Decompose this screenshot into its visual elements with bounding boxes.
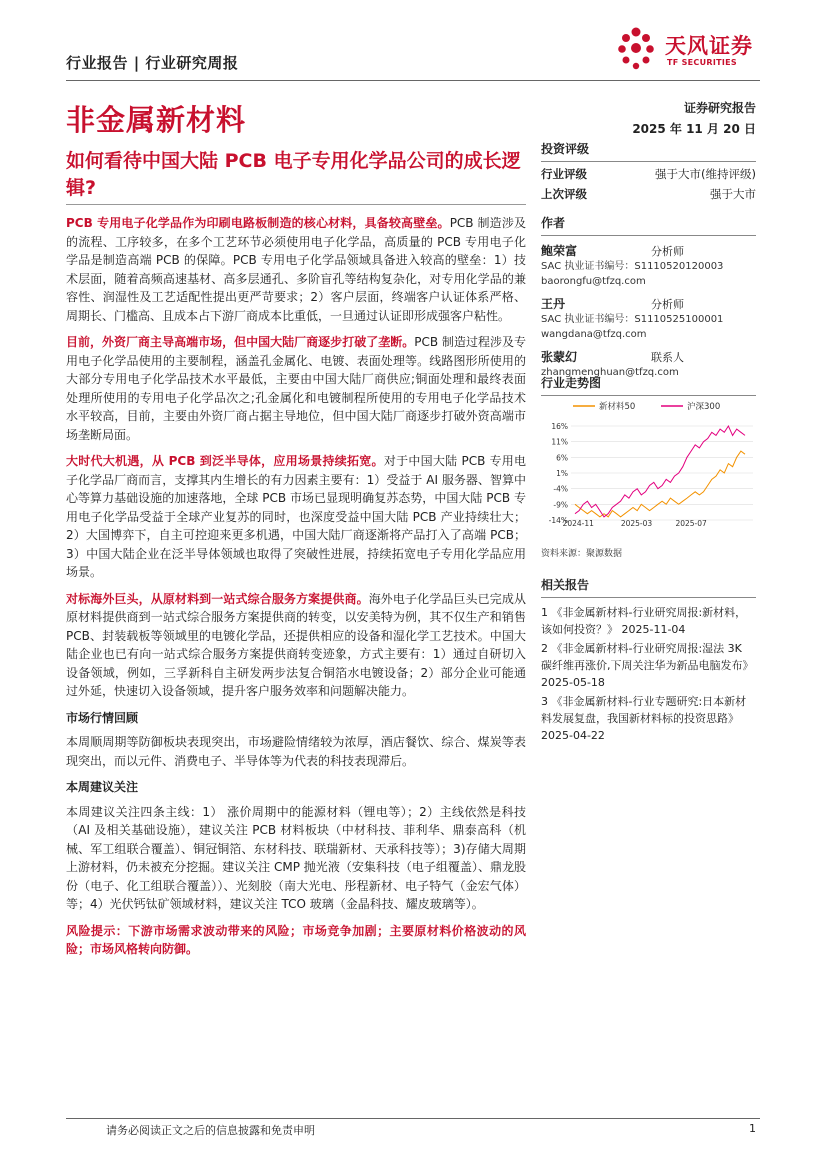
author-role: 分析师: [651, 298, 684, 311]
risk-warning: 风险提示：下游市场需求波动带来的风险；市场竞争加剧；主要原材料价格波动的风险；市场风格转向防御。: [66, 923, 526, 956]
y-tick-label: 11%: [551, 437, 568, 447]
page-number: 1: [749, 1122, 756, 1135]
y-tick-label: 6%: [556, 453, 568, 463]
paragraph-2-text: PCB 制造过程涉及专用电子化学品使用的主要制程，涵盖孔金属化、电镀、表面处理等。线路图形所使用的大部分专用电子化学品技术水平最低，主要由中国大陆厂商供应;铜面处理和最终表面处理所使用的专用电子化学品次之;孔金属化和电镀制程所使用的专用电子化学品技术水平较高，目前，主要由外资厂商占据主导地位，但中国大陆厂商逐步打破外资高端市场垄断局面。: [66, 335, 526, 442]
rating-heading: 投资评级: [541, 142, 590, 156]
industry-rating-label: 行业评级: [541, 167, 587, 181]
chart-y-ticks: [549, 422, 568, 525]
market-review-text: 本周顺周期等防御板块表现突出，市场避险情绪较为浓厚，酒店餐饮、综合、煤炭等表现突出，而以元件、消费电子、半导体等为代表的科技表现滞后。: [66, 735, 526, 768]
prev-rating-label: 上次评级: [541, 187, 587, 201]
paragraph-2-lead: 目前，外资厂商主导高端市场，但中国大陆厂商逐步打破了垄断。: [66, 335, 415, 349]
author-entry: [541, 240, 756, 289]
rating-panel: [541, 140, 756, 204]
paragraph-3-text: 对于中国大陆 PCB 专用电子化学品厂商而言，支撑其内生增长的有力因素主要有：1）受益于 AI 服务器、智算中心等算力基础设施的加速落地，全球 PCB 市场已显现明确复苏态势，中国大陆 PCB 专用电子化学品受益于全球产业复苏的同时，也深度受益中国大陆 PCB 产业持续壮大；2）大国博弈下，自主可控迎来更多机遇，中国大陆厂商逐渐将产品打入了高端 PCB；3）中国大陆企业在泛半导体领域也取得了突破性进展，持续拓宽电子专用化学品应用场景。: [66, 454, 526, 579]
x-tick-label: 2025-03: [620, 519, 653, 528]
paragraph-3: [66, 452, 526, 582]
section-recommendation-heading: 本周建议关注: [66, 780, 139, 794]
author-name: 张蒙幻: [541, 350, 578, 364]
y-tick-label: -4%: [553, 484, 568, 494]
paragraph-4-lead: 对标海外巨头，从原材料到一站式综合服务方案提供商。: [66, 591, 369, 606]
paragraph-4: [66, 590, 526, 701]
chart-series: [575, 426, 745, 517]
brand-subtitle: TF SECURITIES: [667, 58, 737, 67]
paragraph-3-lead: 大时代大机遇，从 PCB 到泛半导体，应用场景持续拓宽。: [66, 454, 384, 468]
chart-legend: [573, 401, 720, 412]
author-role: 联系人: [651, 351, 684, 364]
y-tick-label: 1%: [556, 469, 568, 478]
x-tick-label: 2025-07: [675, 519, 707, 528]
author-entry: [541, 293, 756, 342]
page-title: 非金属新材料: [66, 103, 247, 137]
authors-panel: [541, 214, 756, 380]
y-tick-label: 16%: [551, 422, 568, 431]
footer-divider: [66, 1118, 760, 1119]
breadcrumb: 行业报告 | 行业研究周报: [66, 54, 239, 72]
related-report-item[interactable]: [541, 640, 756, 691]
authors-heading: 作者: [541, 216, 566, 230]
chart-source: 资料来源：聚源数据: [541, 549, 623, 559]
related-report-date: 2025-05-18: [541, 676, 605, 689]
related-divider: [541, 597, 756, 598]
paragraph-4-text: 海外电子化学品巨头已完成从原材料提供商到一站式综合服务方案提供商的转变，以安美特为例，其不仅生产和销售 PCB、封装载板等领域里的电镀化学品，还提供相应的设备和湿化学工艺技术。中国大陆企业也已有向一站式综合服务方案提供商转变迹象，方式主要有：1）通过自研切入设备领域，例如，三孚新科自主研发两步法复合铜箔水电镀设备；2）部分企业可能通过外延，快速切入设备领域，提升客户服务效率和问题解决能力。: [66, 591, 526, 698]
report-headline: 如何看待中国大陆 PCB 电子专用化学品公司的成长逻辑?: [66, 150, 521, 199]
paragraph-1-text: PCB 制造涉及的流程、工序较多，在多个工艺环节必须使用电子化学品，高质量的 PCB 专用电子化学品是制造高端 PCB 的保障。PCB 专用电子化学品领域具备进入较高的壁垒：1）技术层面，随着高频高速基材、高多层通孔、多阶盲孔等结构复杂化，对专用化学品的兼容性、润湿性及工艺适配性提出更严苛要求；2）客户层面，终端客户认证体系严格、周期长、门槛高、且成本占下游厂商成本比重低，一旦通过认证即形成强客户粘性。: [66, 216, 526, 323]
report-body: [66, 214, 526, 967]
chart-grid: [571, 426, 753, 520]
y-tick-label: -9%: [553, 500, 568, 510]
related-report-item[interactable]: [541, 693, 756, 744]
legend-label: 沪深300: [687, 402, 721, 412]
chart-x-ticks: [563, 519, 707, 528]
y-tick-label: -14%: [548, 516, 568, 525]
related-report-title[interactable]: 1 《非金属新材料-行业研究周报:新材料，该如何投资？》: [541, 606, 747, 636]
author-cert: SAC 执业证书编号：S1110525100001: [541, 314, 724, 325]
footer-disclaimer: 请务必阅读正文之后的信息披露和免责申明: [106, 1124, 315, 1137]
industry-rating-row: [541, 164, 756, 184]
trend-panel: [541, 374, 756, 396]
author-email[interactable]: wangdana@tfzq.com: [541, 329, 647, 340]
author-email[interactable]: zhangmenghuan@tfzq.com: [541, 367, 679, 378]
series-line: [575, 451, 745, 517]
industry-rating-value: 强于大市(维持评级): [655, 167, 756, 181]
trend-heading: 行业走势图: [541, 376, 602, 390]
section-market-review-heading: 市场行情回顾: [66, 710, 139, 725]
report-date: 2025 年 11 月 20 日: [632, 122, 756, 136]
related-heading: 相关报告: [541, 578, 590, 592]
related-panel: [541, 576, 756, 746]
related-report-date: 2025-04-22: [541, 729, 605, 742]
x-tick-label: 2024-11: [562, 519, 594, 528]
related-report-title[interactable]: 2 《非金属新材料-行业研究周报:湿法 3K 碳纤维再涨价,下周关注华为新品电脑发布》: [541, 642, 754, 672]
industry-trend-chart: [541, 396, 756, 544]
prev-rating-value: 强于大市: [710, 187, 756, 201]
paragraph-2: [66, 333, 526, 444]
author-role: 分析师: [651, 245, 684, 258]
header-divider: [66, 80, 760, 81]
author-email[interactable]: baorongfu@tfzq.com: [541, 276, 646, 287]
author-name: 鲍荣富: [541, 244, 578, 258]
prev-rating-row: [541, 184, 756, 204]
rating-divider: [541, 161, 756, 162]
related-report-item[interactable]: [541, 604, 756, 638]
headline-divider: [66, 204, 526, 205]
author-cert: SAC 执业证书编号：S1110520120003: [541, 261, 724, 272]
report-type: 证券研究报告: [683, 101, 756, 115]
authors-divider: [541, 235, 756, 236]
brand-name: 天风证券: [665, 34, 753, 58]
legend-label: 新材料50: [599, 402, 636, 412]
related-report-title[interactable]: 3 《非金属新材料-行业专题研究:日本新材料发展复盘，我国新材料标的投资思路》: [541, 695, 747, 725]
related-report-date: 2025-11-04: [621, 623, 686, 636]
paragraph-1: [66, 214, 526, 325]
paragraph-1-lead: PCB 专用电子化学品作为印刷电路板制造的核心材料，具备较高壁垒。: [66, 216, 450, 230]
author-name: 王丹: [541, 297, 566, 311]
recommendation-text: 本周建议关注四条主线：1） 涨价周期中的能源材料（锂电等）；2）主线依然是科技（AI 及相关基础设施），建议关注 PCB 材料板块（中材科技、菲利华、鼎泰高科（机械、军工组联合覆盖）、铜冠铜箔、东材科技、联瑞新材、天承科技等）；3)存储大周期上游材料，仍未被充分挖掘。建议关注 CMP 抛光液（安集科技（电子组覆盖）、鼎龙股份（电子、化工组联合覆盖））、光刻胶（南大光电、彤程新材、电子特气（金宏气体）等；4）光伏钙钛矿领域材料，建议关注 TCO 玻璃（金晶科技、耀皮玻璃等）。: [66, 804, 526, 911]
